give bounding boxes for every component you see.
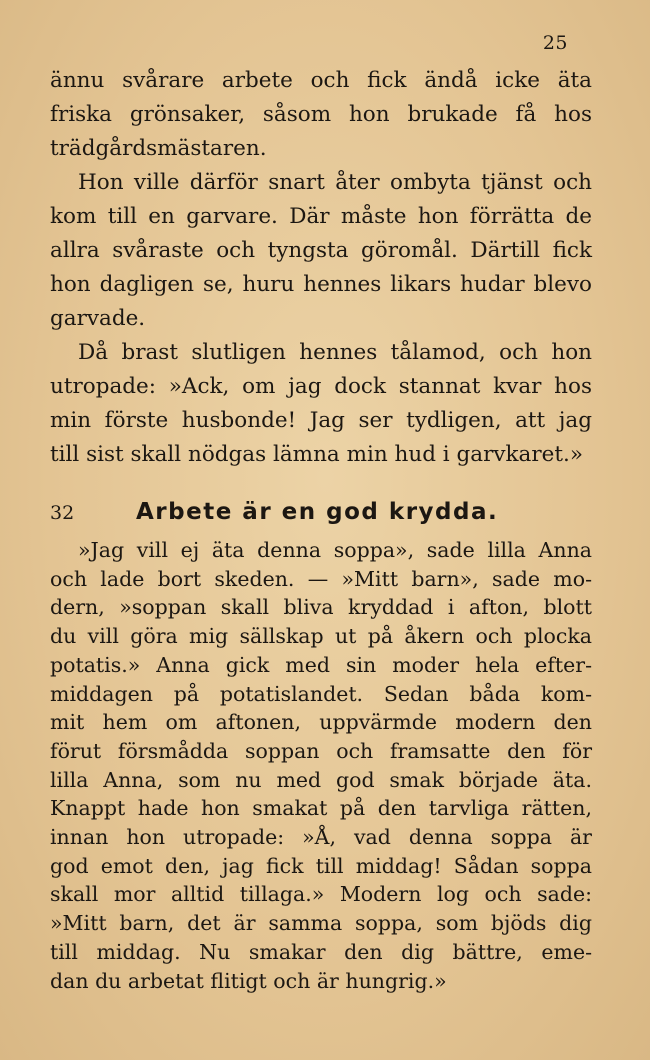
- text-line: dern, »soppan skall bliva kryddad i afton, blott: [50, 595, 592, 620]
- text-line: min förste husbonde! Jag ser tydligen, att jag: [50, 408, 592, 433]
- text-line: och lade bort skeden. — »Mitt barn», sade mo-: [50, 566, 592, 591]
- text-line: garvade.: [50, 306, 146, 331]
- text-line: innan hon utropade: »Å, vad denna soppa är: [50, 825, 592, 850]
- text-line: kom till en garvare. Där måste hon förrätta de: [50, 204, 592, 229]
- text-line: till middag. Nu smakar den dig bättre, eme-: [50, 939, 592, 964]
- text-line: till sist skall nödgas lämna min hud i garvkaret.»: [50, 442, 583, 467]
- page-number: 25: [542, 32, 568, 54]
- text-line: allra svåraste och tyngsta göromål. Därtill fick: [50, 238, 592, 263]
- text-line: middagen på potatislandet. Sedan båda kom-: [50, 681, 592, 706]
- text-line: »Jag vill ej äta denna soppa», sade lilla Anna: [78, 538, 592, 562]
- text-line: friska grönsaker, såsom hon brukade få hos: [50, 102, 592, 127]
- story-title: Arbete är en god krydda.: [136, 499, 499, 525]
- text-line: lilla Anna, som nu med god smak började äta.: [50, 767, 592, 792]
- text-line: hon dagligen se, huru hennes likars hudar blevo: [50, 272, 592, 297]
- text-line: Hon ville därför snart åter ombyta tjänst och: [78, 170, 592, 195]
- text-line: Knappt hade hon smakat på den tarvliga rätten,: [50, 796, 592, 821]
- text-line: förut försmådda soppan och framsatte den för: [50, 738, 592, 763]
- text-line: trädgårdsmästaren.: [50, 136, 267, 161]
- story-heading: [50, 500, 592, 534]
- text-line: ännu svårare arbete och fick ändå icke äta: [50, 68, 592, 93]
- story-number: 32: [50, 502, 75, 524]
- text-line: potatis.» Anna gick med sin moder hela efter-: [50, 652, 592, 677]
- text-line: utropade: »Ack, om jag dock stannat kvar hos: [50, 374, 592, 399]
- text-line: mit hem om aftonen, uppvärmde modern den: [50, 710, 592, 735]
- text-line: du vill göra mig sällskap ut på åkern och plocka: [50, 624, 592, 649]
- text-line: »Mitt barn, det är samma soppa, som bjöds dig: [50, 911, 592, 936]
- story-text: [50, 536, 592, 995]
- text-line: god emot den, jag fick till middag! Sådan soppa: [50, 853, 592, 878]
- text-line: skall mor alltid tillaga.» Modern log och sade:: [50, 882, 592, 907]
- previous-story-text: [50, 64, 592, 472]
- text-line: dan du arbetat flitigt och är hungrig.»: [50, 968, 447, 993]
- text-line: Då brast slutligen hennes tålamod, och hon: [78, 340, 592, 365]
